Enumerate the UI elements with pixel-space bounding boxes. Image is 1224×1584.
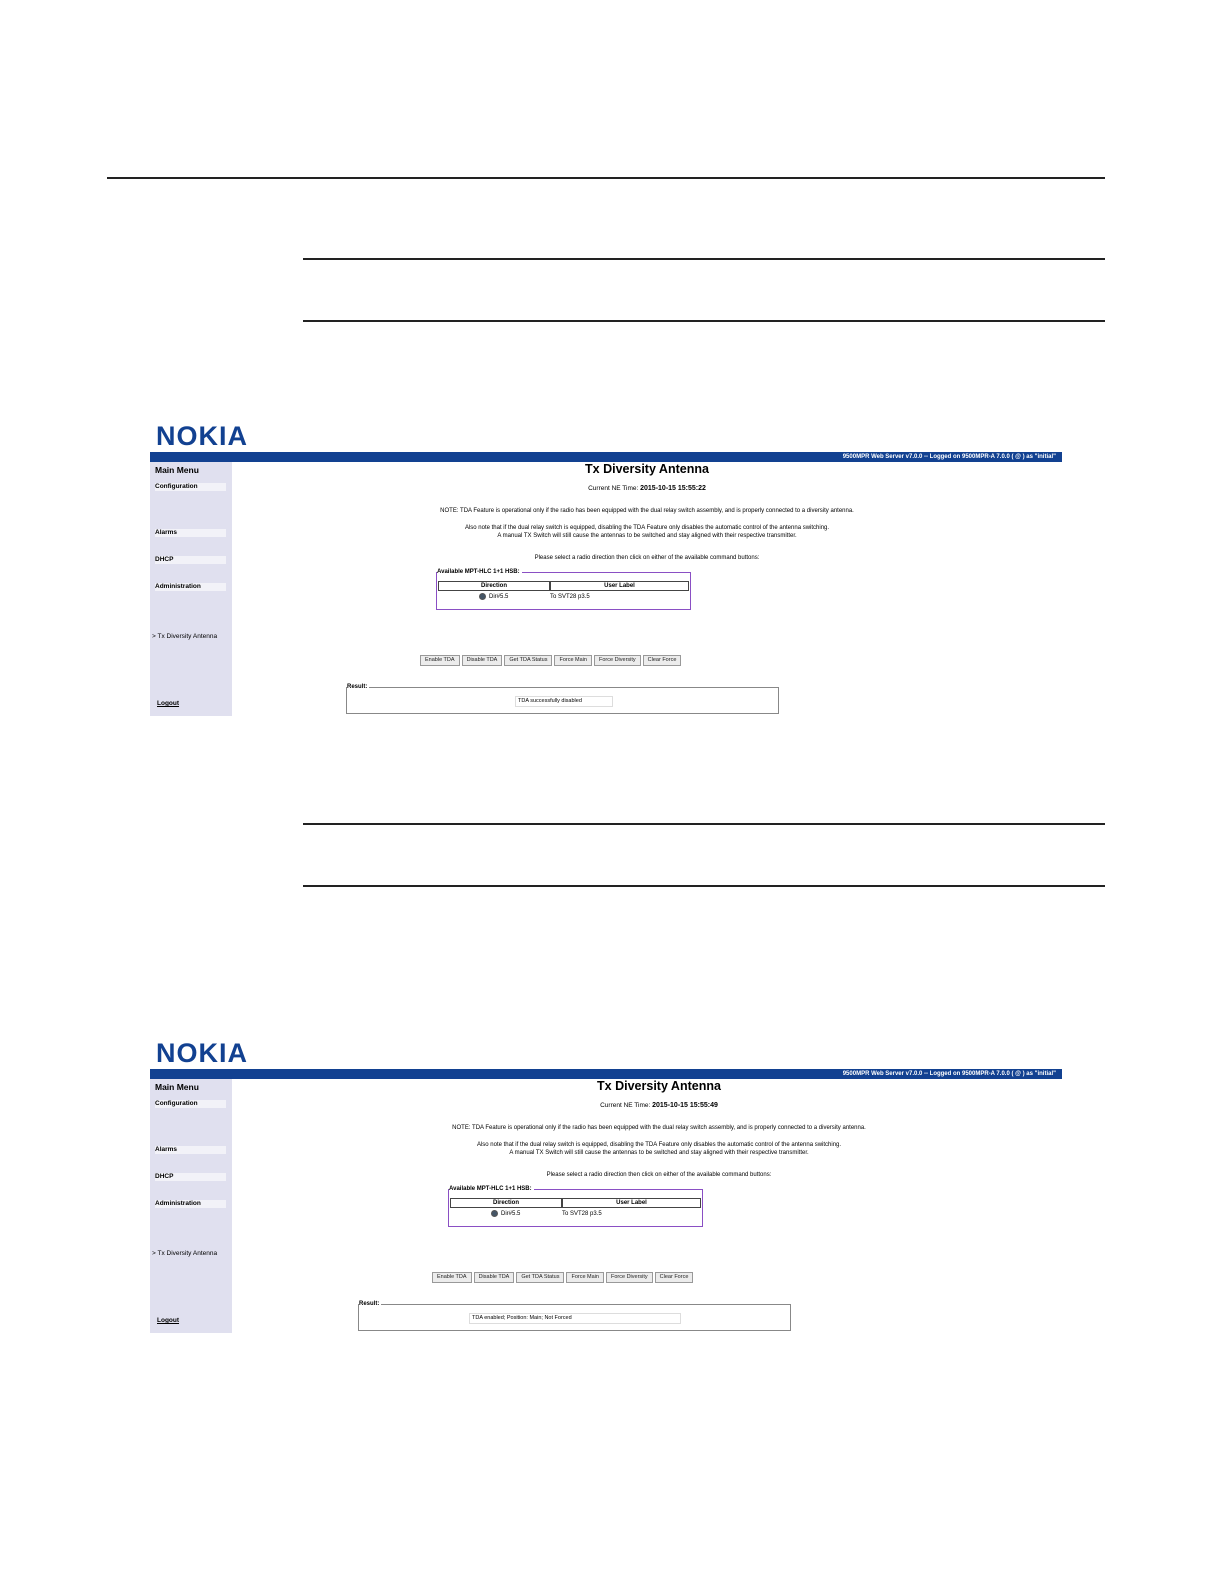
note-text-2 xyxy=(244,1141,1074,1157)
select-instruction: Please select a radio direction then click on either of the available command buttons: xyxy=(546,1172,772,1178)
sidebar-item-dhcp[interactable]: DHCP xyxy=(155,556,226,564)
force-diversity-button[interactable]: Force Diversity xyxy=(606,1272,653,1283)
note-text-2 xyxy=(232,524,1062,540)
sidebar-item-alarms[interactable]: Alarms xyxy=(155,1146,226,1154)
user-label-value: To SVT28 p3.5 xyxy=(562,1211,602,1217)
sidebar-item-tx-diversity-antenna[interactable]: > Tx Diversity Antenna xyxy=(152,1250,218,1257)
sidebar-item-alarms[interactable]: Alarms xyxy=(155,529,226,537)
disable-tda-button[interactable]: Disable TDA xyxy=(474,1272,515,1283)
main-menu-title: Main Menu xyxy=(155,1082,199,1092)
sidebar-item-dhcp[interactable]: DHCP xyxy=(155,1173,226,1181)
clear-force-button[interactable]: Clear Force xyxy=(655,1272,694,1283)
force-main-button[interactable]: Force Main xyxy=(566,1272,604,1283)
command-buttons xyxy=(420,648,683,666)
user-label-value: To SVT28 p3.5 xyxy=(550,594,590,600)
direction-radio[interactable] xyxy=(479,593,486,600)
note-rule-bottom-1 xyxy=(303,320,1105,322)
direction-radio[interactable] xyxy=(491,1210,498,1217)
page-header-rule xyxy=(107,177,1105,179)
ne-time-label: Current NE Time: xyxy=(600,1102,651,1109)
page-title: Tx Diversity Antenna xyxy=(585,462,709,476)
force-diversity-button[interactable]: Force Diversity xyxy=(594,655,641,666)
sidebar xyxy=(150,462,232,716)
main-menu-title: Main Menu xyxy=(155,465,199,475)
note-line-3: A manual TX Switch will still cause the antennas to be switched and stay aligned with their respective transmitter. xyxy=(509,1150,809,1156)
available-legend: Available MPT-HLC 1+1 HSB: xyxy=(449,1186,532,1192)
screenshot-2 xyxy=(150,1039,1062,1339)
nokia-logo: NOKIA xyxy=(156,421,248,451)
header-status-bar xyxy=(150,1069,1062,1079)
page-title: Tx Diversity Antenna xyxy=(597,1079,721,1093)
available-legend: Available MPT-HLC 1+1 HSB: xyxy=(437,569,520,575)
get-tda-status-button[interactable]: Get TDA Status xyxy=(516,1272,564,1283)
note-rule-bottom-2 xyxy=(303,885,1105,887)
direction-header: Direction xyxy=(450,1198,562,1208)
ne-time-label: Current NE Time: xyxy=(588,485,639,492)
available-radios-box xyxy=(436,569,691,610)
note-line-3: A manual TX Switch will still cause the antennas to be switched and stay aligned with their respective transmitter. xyxy=(497,533,797,539)
ne-time xyxy=(232,485,1062,492)
result-legend: Result: xyxy=(359,1301,380,1307)
note-text: NOTE: TDA Feature is operational only if the radio has been equipped with the dual relay switch assembly, and is properly connected to a diversity antenna. xyxy=(452,1125,866,1131)
sidebar xyxy=(150,1079,232,1333)
direction-value: Dir#5.5 xyxy=(501,1211,521,1218)
header-status-text: 9500MPR Web Server v7.0.0 -- Logged on 9500MPR-A 7.0.0 ( @ ) as "initial" xyxy=(842,454,1056,460)
logout-link[interactable]: Logout xyxy=(157,700,180,707)
ne-time-value: 2015-10-15 15:55:22 xyxy=(640,485,706,492)
direction-header: Direction xyxy=(438,581,550,591)
user-label-header: User Label xyxy=(550,581,689,591)
result-field: TDA successfully disabled xyxy=(515,696,613,707)
result-box xyxy=(346,684,779,714)
ne-time-value: 2015-10-15 15:55:49 xyxy=(652,1102,718,1109)
enable-tda-button[interactable]: Enable TDA xyxy=(432,1272,472,1283)
result-field: TDA enabled; Position: Main; Not Forced xyxy=(469,1313,681,1324)
sidebar-item-tx-diversity-antenna[interactable]: > Tx Diversity Antenna xyxy=(152,633,218,640)
result-box xyxy=(358,1301,791,1331)
result-legend: Result: xyxy=(347,684,368,690)
user-label-header: User Label xyxy=(562,1198,701,1208)
note-rule-top-1 xyxy=(303,258,1105,260)
logout-link[interactable]: Logout xyxy=(157,1317,180,1324)
note-rule-top-2 xyxy=(303,823,1105,825)
sidebar-item-configuration[interactable]: Configuration xyxy=(155,483,226,491)
screenshot-1 xyxy=(150,422,1062,722)
note-line-2: Also note that if the dual relay switch is equipped, disabling the TDA Feature only disables the automatic control of the antenna switching. xyxy=(476,1142,842,1148)
main-content xyxy=(232,462,1062,722)
header-status-text: 9500MPR Web Server v7.0.0 -- Logged on 9500MPR-A 7.0.0 ( @ ) as "initial" xyxy=(842,1071,1056,1077)
select-instruction: Please select a radio direction then click on either of the available command buttons: xyxy=(534,555,760,561)
clear-force-button[interactable]: Clear Force xyxy=(643,655,682,666)
direction-cell xyxy=(479,593,508,601)
nokia-logo: NOKIA xyxy=(156,1038,248,1068)
available-radios-box xyxy=(448,1186,703,1227)
get-tda-status-button[interactable]: Get TDA Status xyxy=(504,655,552,666)
main-content xyxy=(232,1079,1062,1339)
command-buttons xyxy=(432,1265,695,1283)
sidebar-item-administration[interactable]: Administration xyxy=(155,1200,226,1208)
force-main-button[interactable]: Force Main xyxy=(554,655,592,666)
direction-value: Dir#5.5 xyxy=(489,594,509,601)
note-line-2: Also note that if the dual relay switch is equipped, disabling the TDA Feature only disables the automatic control of the antenna switching. xyxy=(464,525,830,531)
disable-tda-button[interactable]: Disable TDA xyxy=(462,655,503,666)
direction-cell xyxy=(491,1210,520,1218)
header-status-bar xyxy=(150,452,1062,462)
enable-tda-button[interactable]: Enable TDA xyxy=(420,655,460,666)
note-text: NOTE: TDA Feature is operational only if the radio has been equipped with the dual relay switch assembly, and is properly connected to a diversity antenna. xyxy=(440,508,854,514)
sidebar-item-administration[interactable]: Administration xyxy=(155,583,226,591)
sidebar-item-configuration[interactable]: Configuration xyxy=(155,1100,226,1108)
ne-time xyxy=(244,1102,1074,1109)
